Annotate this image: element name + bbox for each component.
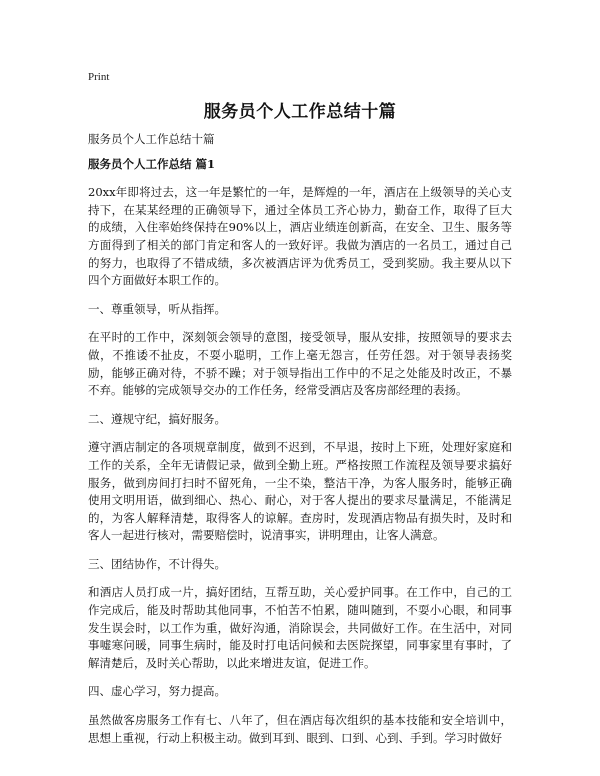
document-body: [88, 131, 512, 758]
point3-paragraph: 和酒店人员打成一片，搞好团结，互帮互助，关心爱护同事。在工作中，自己的工作完成后，能及时帮助其他同事，不怕苦不怕累，随叫随到，不耍小心眼，和同事发生误会时，以工作为重，做好沟通，消除误会，共同做好工作。在生活中，对同事嘘寒问暖，同事生病时，能及时打电话问候和去医院探望，同事家里有事时，了解清楚后，及时关心帮助，以此来增进友谊，促进工作。: [88, 585, 512, 670]
point2-paragraph: 遵守酒店制定的各项规章制度，做到不迟到，不早退，按时上下班，处理好家庭和工作的关系，全年无请假记录，做到全勤上班。严格按照工作流程及领导要求搞好服务，做到房间打扫时不留死角，一尘不染，整洁干净，为客人服务时，能够正确使用文明用语，做到细心、热心、耐心，对于客人提出的要求尽量满足，不能满足的，为客人解释清楚，取得客人的谅解。查房时，发现酒店物品有损失时，及时和客人一起进行核对，需要赔偿时，说清事实，讲明理由，让客人满意。: [88, 440, 512, 543]
document-subtitle: 服务员个人工作总结十篇: [88, 132, 215, 146]
point3-heading: 三、团结协作，不计得失。: [88, 556, 226, 571]
point1-paragraph: 在平时的工作中，深刻领会领导的意图，接受领导，服从安排，按照领导的要求去做，不推诿不扯皮，不耍小聪明，工作上毫无怨言，任劳任怨。对于领导表扬奖励，能够正确对待，不骄不躁；对于领导指出工作中的不足之处能及时改正，不暴不弃。能够的完成领导交办的工作任务，经常受酒店及客房部经理的表扬。: [88, 330, 512, 398]
section-heading: 服务员个人工作总结 篇1: [88, 156, 216, 171]
point4-paragraph: 虽然做客房服务工作有七、八年了，但在酒店每次组织的基本技能和安全培训中，思想上重视，行动上积极主动。做到耳到、眼到、口到、心到、手到。学习时做好: [88, 713, 512, 745]
intro-paragraph: 20xx年即将过去，这一年是繁忙的一年，是辉煌的一年，酒店在上级领导的关心支持下，在某某经理的正确领导下，通过全体员工齐心协力，勤奋工作，取得了巨大的成绩，入住率始终保持在90%以上，酒店业绩连创新高，在安全、卫生、服务等方面得到了相关的部门肯定和客人的一致好评。我做为酒店的一名员工，通过自己的努力，也取得了不错成绩，多次被酒店评为优秀员工，受到奖励。我主要从以下四个方面做好本职工作的。: [88, 185, 512, 288]
document-title: 服务员个人工作总结十篇: [203, 102, 397, 122]
point4-heading: 四、虚心学习，努力提高。: [88, 684, 226, 699]
print-label[interactable]: Print: [88, 71, 110, 83]
point2-heading: 二、遵规守纪，搞好服务。: [88, 411, 226, 426]
point1-heading: 一、尊重领导，听从指挥。: [88, 301, 226, 316]
